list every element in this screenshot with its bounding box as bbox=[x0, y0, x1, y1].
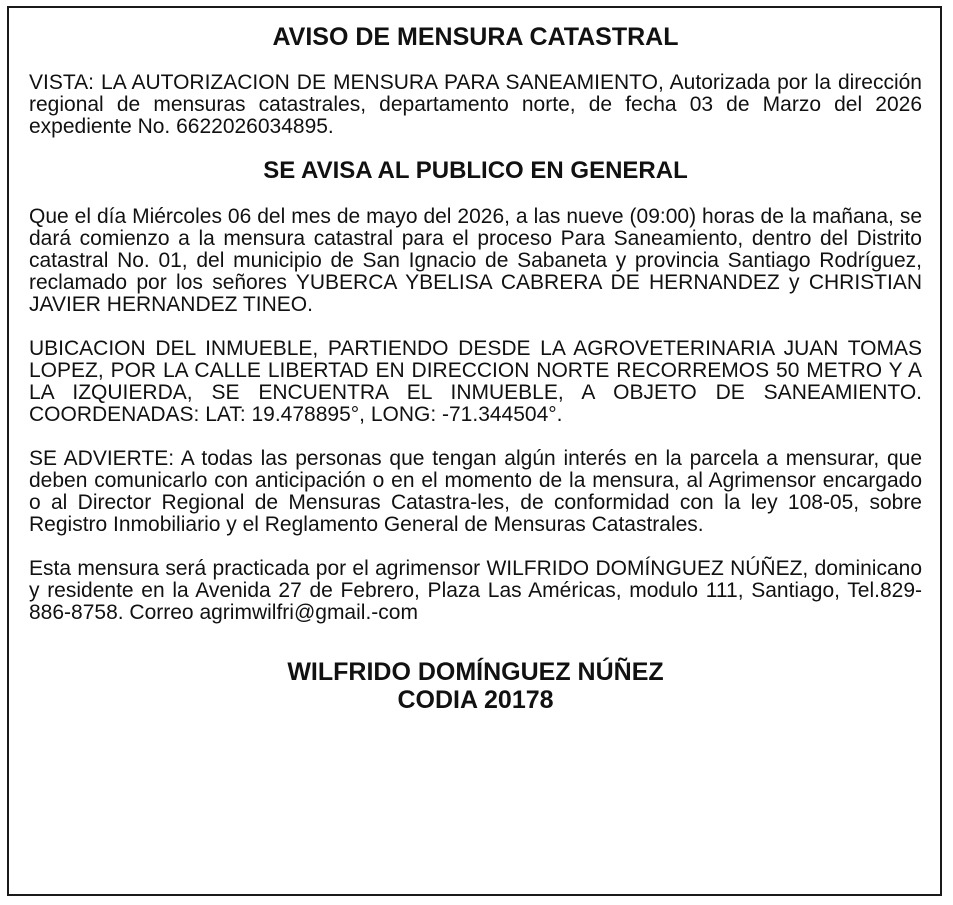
surveyor-paragraph: Esta mensura será practicada por el agrimensor WILFRIDO DOMÍNGUEZ NÚÑEZ, dominicano y residente en la Avenida 27 de Febrero, Plaza Las Américas, modulo 111, Santiago, Tel.829-886-8758. Correo agrimwilfri@gmail.-com bbox=[29, 557, 922, 624]
notice-content bbox=[29, 16, 922, 714]
notice-subtitle: SE AVISA AL PUBLICO EN GENERAL bbox=[263, 157, 688, 184]
signature-name: WILFRIDO DOMÍNGUEZ NÚÑEZ bbox=[287, 658, 664, 686]
signature-codia: CODIA 20178 bbox=[397, 686, 554, 714]
schedule-paragraph: Que el día Miércoles 06 del mes de mayo del 2026, a las nueve (09:00) horas de la mañana, se dará comienzo a la mensura catastral para el proceso Para Saneamiento, dentro del Distrito catastral No. 01, del municipio de San Ignacio de Sabaneta y provincia Santiago Rodríguez, reclamado por los señores YUBERCA YBELISA CABRERA DE HERNANDEZ y CHRISTIAN JAVIER HERNANDEZ TINEO. bbox=[29, 205, 922, 316]
vista-paragraph: VISTA: LA AUTORIZACION DE MENSURA PARA SANEAMIENTO, Autorizada por la dirección regional de mensuras catastrales, departamento norte, de fecha 03 de Marzo del 2026 expediente No. 6622026034895. bbox=[29, 71, 922, 138]
notice-title: AVISO DE MENSURA CATASTRAL bbox=[272, 23, 679, 51]
notice-border bbox=[7, 6, 942, 896]
location-paragraph: UBICACION DEL INMUEBLE, PARTIENDO DESDE LA AGROVETERINARIA JUAN TOMAS LOPEZ, POR LA CALLE LIBERTAD EN DIRECCION NORTE RECORREMOS 50 METRO Y A LA IZQUIERDA, SE ENCUENTRA EL INMUEBLE, A OBJETO DE SANEAMIENTO. COORDENADAS: LAT: 19.478895°, LONG: -71.344504°. bbox=[29, 337, 922, 426]
warning-paragraph: SE ADVIERTE: A todas las personas que tengan algún interés en la parcela a mensurar, que deben comunicarlo con anticipación o en el momento de la mensura, al Agrimensor encargado o al Director Regional de Mensuras Catastra-les, de conformidad con la ley 108-05, sobre Registro Inmobiliario y el Reglamento General de Mensuras Catastrales. bbox=[29, 447, 922, 536]
signature-block bbox=[29, 658, 922, 714]
